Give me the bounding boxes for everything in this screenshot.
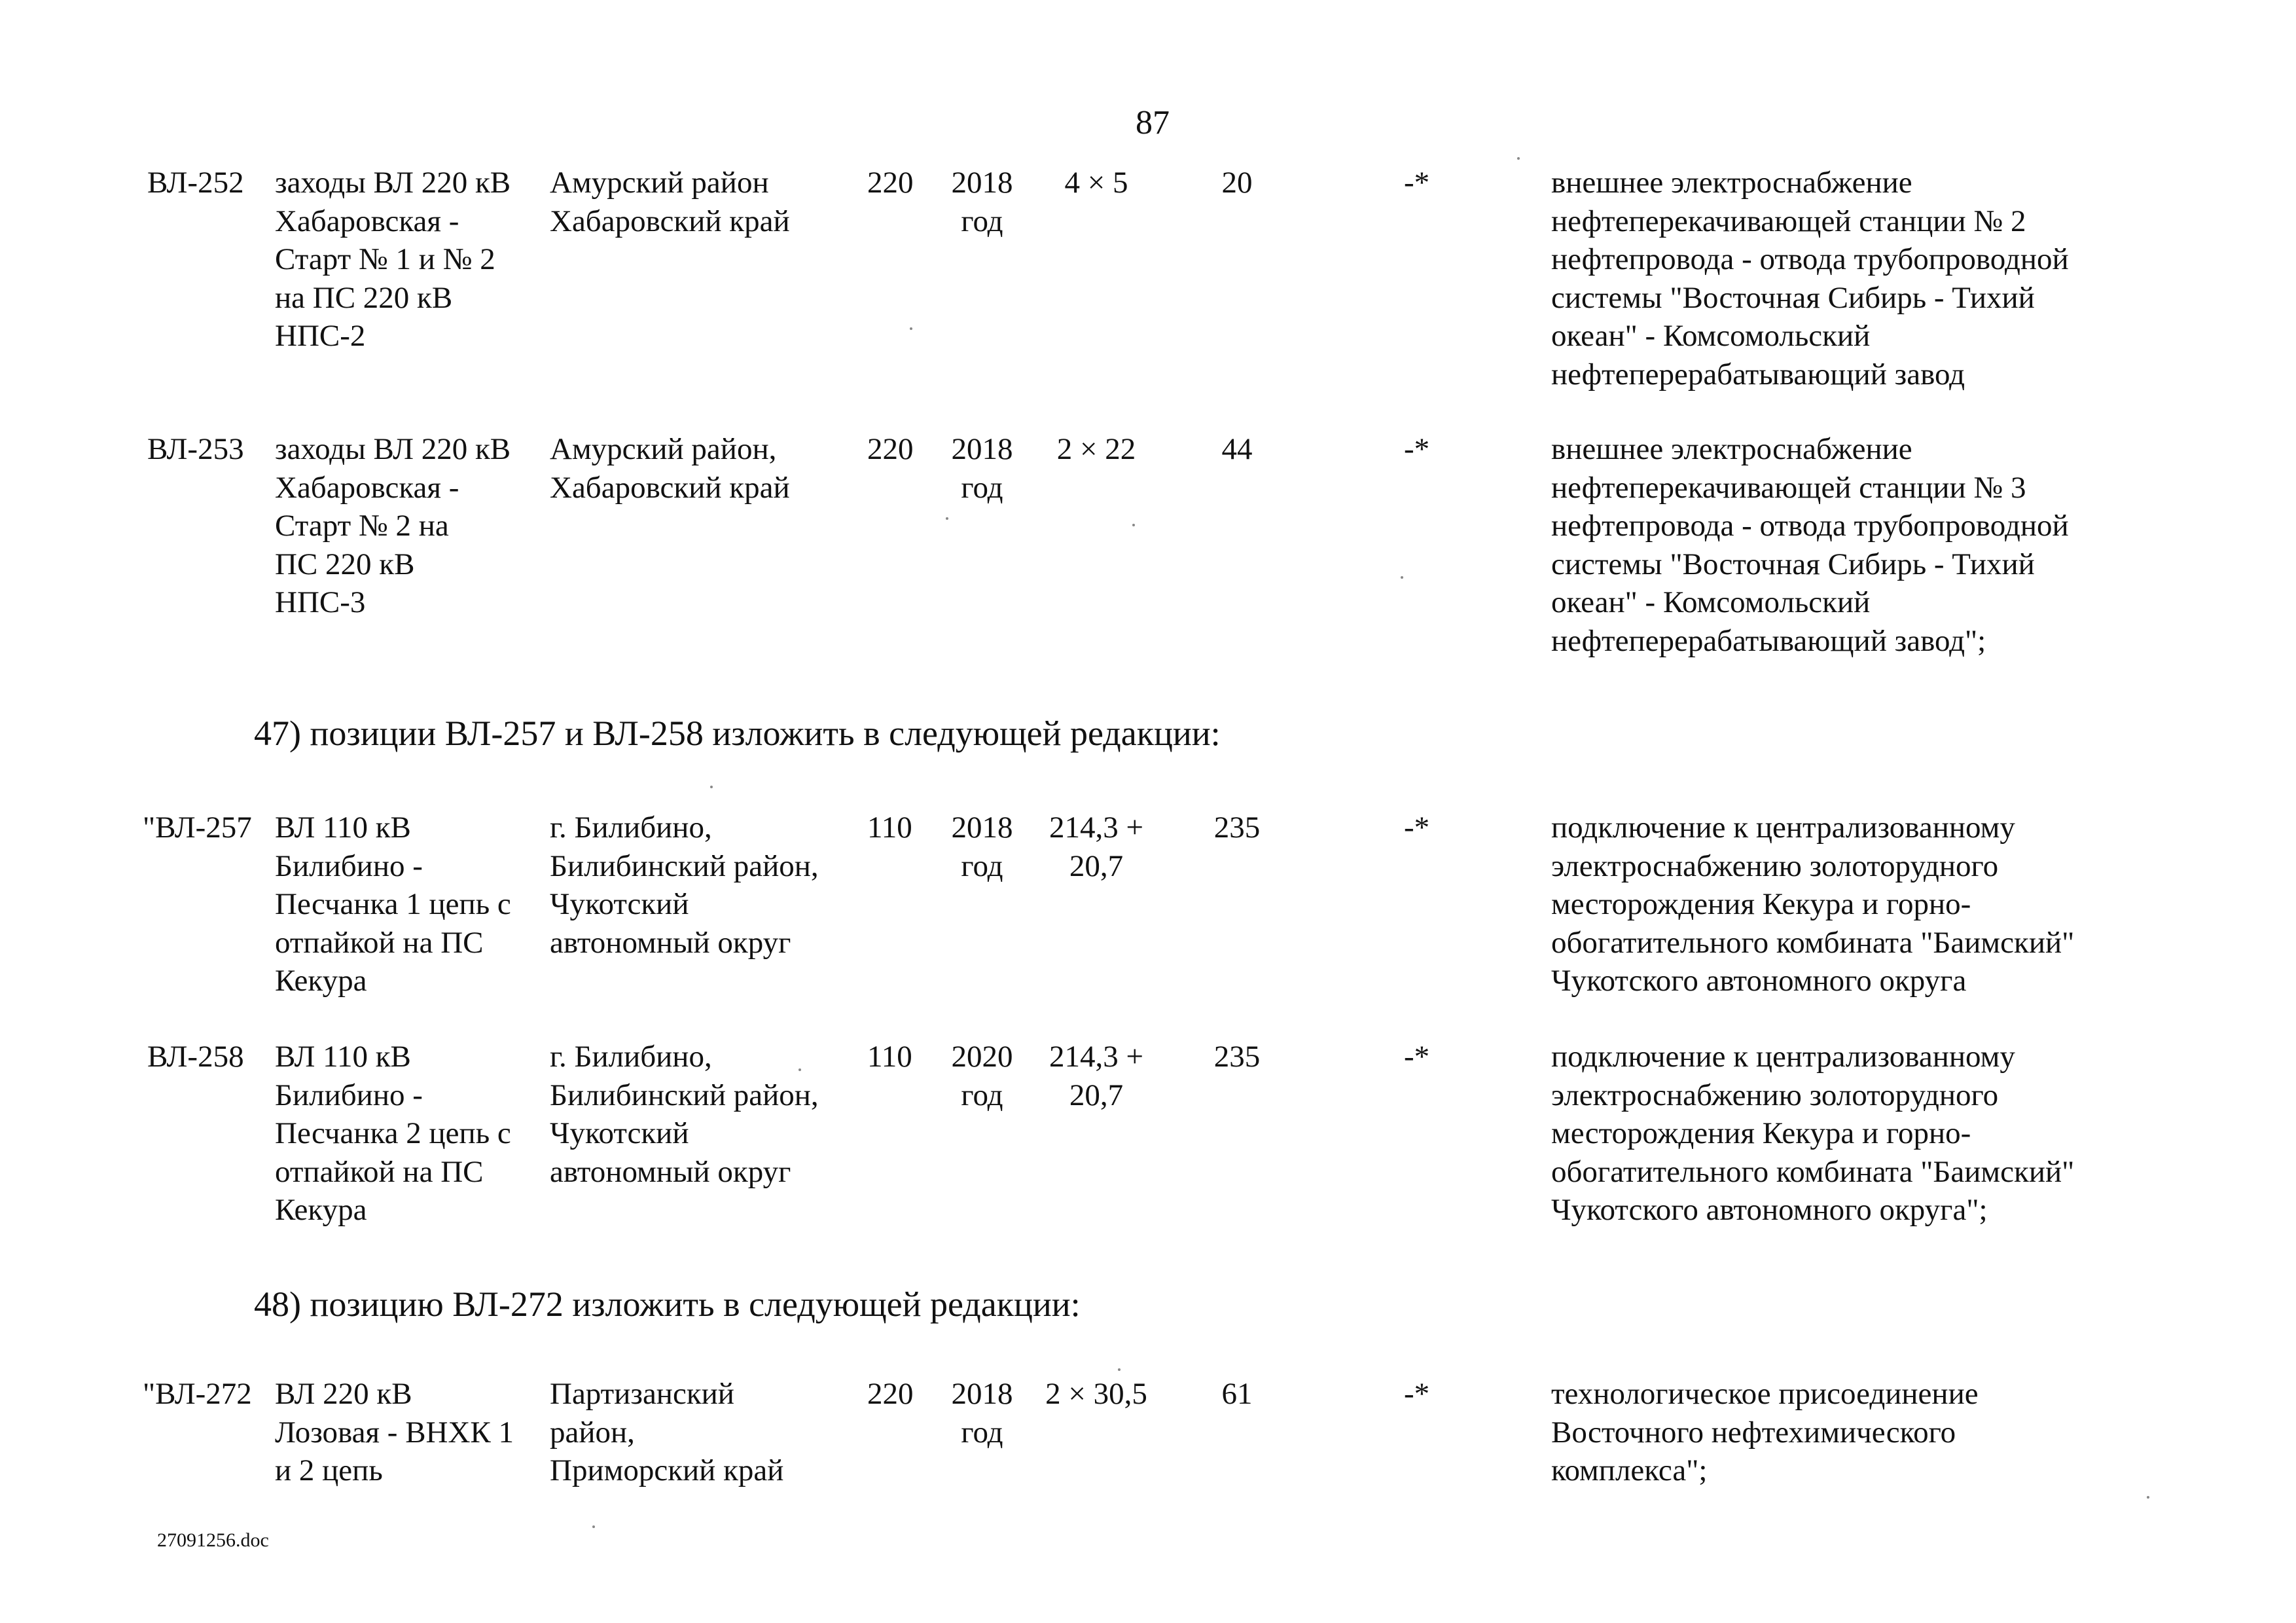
line-name: ВЛ 110 кВ Билибино - Песчанка 1 цепь с отпайкой на ПС Кекура [275,811,511,998]
amendment-instruction: 48) позицию ВЛ-272 изложить в следующей редакции: [254,1285,1081,1324]
location: Амурский район, Хабаровский край [550,432,790,505]
amendment-instruction: 47) позиции ВЛ-257 и ВЛ-258 изложить в следующей редакции: [254,714,1221,753]
scan-speck [1132,524,1135,526]
location: Амурский район Хабаровский край [550,166,790,238]
voltage: 110 [867,811,912,845]
purpose: внешнее электроснабжение нефтеперекачивающей станции № 3 нефтепровода - отвода трубопроводной системы "Восточная Сибирь - Тихий океан" - Комсомольский нефтеперерабатывающий завод"; [1551,432,2069,658]
year: 2018 год [951,811,1013,883]
page-number: 87 [1136,104,1170,141]
length: 4 × 5 [1064,166,1128,200]
purpose: технологическое присоединение Восточного нефтехимического комплекса"; [1551,1377,1979,1487]
total-length: 44 [1221,432,1253,466]
mark: -* [1404,1377,1430,1411]
scan-speck [946,517,948,520]
position-code: "ВЛ-257 [143,811,252,845]
scan-speck [2147,1496,2149,1499]
scan-speck [592,1525,595,1528]
year: 2018 год [951,432,1013,505]
mark: -* [1404,811,1430,845]
total-length: 235 [1213,811,1261,845]
scan-speck [1517,157,1520,160]
length: 2 × 22 [1056,432,1136,466]
scan-speck [1401,576,1403,579]
location: г. Билибино, Билибинский район, Чукотский автономный округ [550,811,819,960]
voltage: 220 [867,1377,914,1411]
position-code: ВЛ-253 [147,432,244,466]
line-name: заходы ВЛ 220 кВ Хабаровская - Старт № 1 и № 2 на ПС 220 кВ НПС-2 [275,166,511,353]
year: 2018 год [951,1377,1013,1450]
total-length: 235 [1213,1040,1261,1074]
total-length: 61 [1221,1377,1253,1411]
position-code: ВЛ-258 [147,1040,244,1074]
scan-speck [798,1068,801,1071]
voltage: 220 [867,432,914,466]
length: 2 × 30,5 [1045,1377,1147,1411]
position-code: "ВЛ-272 [143,1377,252,1411]
line-name: ВЛ 220 кВ Лозовая - ВНХК 1 и 2 цепь [275,1377,514,1487]
line-name: заходы ВЛ 220 кВ Хабаровская - Старт № 2 на ПС 220 кВ НПС-3 [275,432,511,619]
purpose: внешнее электроснабжение нефтеперекачивающей станции № 2 нефтепровода - отвода трубопроводной системы "Восточная Сибирь - Тихий океан" - Комсомольский нефтеперерабатывающий завод [1551,166,2069,392]
total-length: 20 [1221,166,1253,200]
mark: -* [1404,166,1430,200]
position-code: ВЛ-252 [147,166,244,200]
voltage: 220 [867,166,914,200]
scan-speck [910,327,912,330]
purpose: подключение к централизованному электроснабжению золоторудного месторождения Кекура и горно- обогатительного комбината "Баимский" Чукотского автономного округа [1551,811,2075,998]
length: 214,3 + 20,7 [1049,811,1143,883]
scan-speck [1118,1368,1121,1371]
year: 2020 год [951,1040,1013,1112]
mark: -* [1404,1040,1430,1074]
file-name-footer: 27091256.doc [157,1529,269,1551]
voltage: 110 [867,1040,912,1074]
location: г. Билибино, Билибинский район, Чукотский автономный округ [550,1040,819,1189]
scan-speck [710,786,713,788]
mark: -* [1404,432,1430,466]
line-name: ВЛ 110 кВ Билибино - Песчанка 2 цепь с отпайкой на ПС Кекура [275,1040,511,1227]
purpose: подключение к централизованному электроснабжению золоторудного месторождения Кекура и горно- обогатительного комбината "Баимский" Чукотского автономного округа"; [1551,1040,2075,1227]
location: Партизанский район, Приморский край [550,1377,784,1487]
year: 2018 год [951,166,1013,238]
length: 214,3 + 20,7 [1049,1040,1143,1112]
